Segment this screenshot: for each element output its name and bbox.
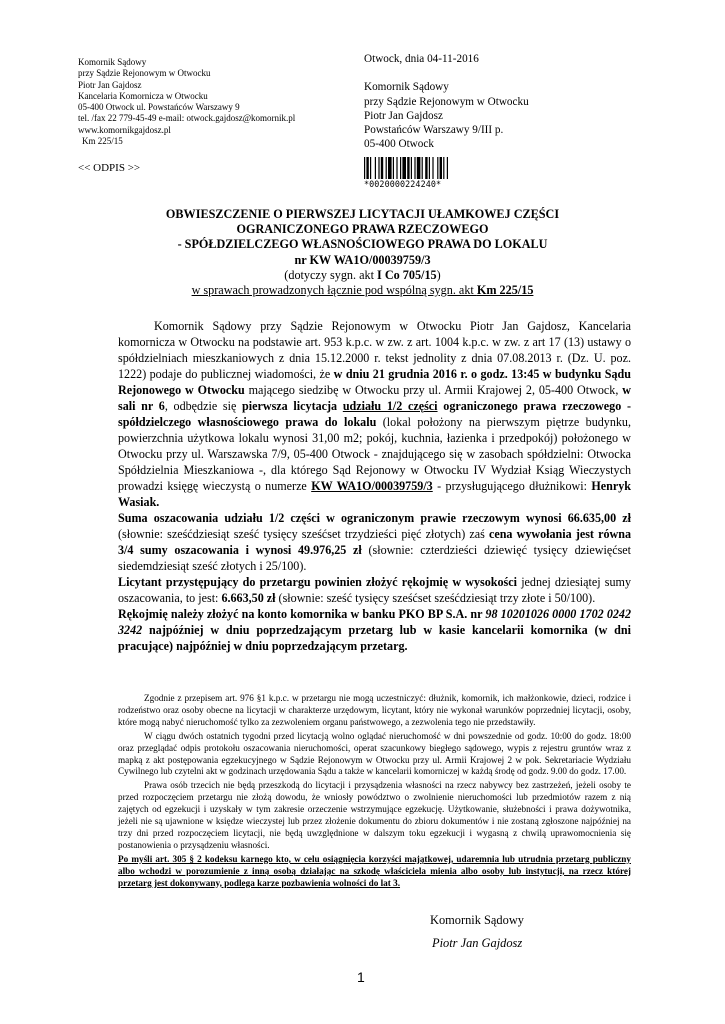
text: , odbędzie się bbox=[164, 399, 243, 413]
deposit-amount: 6.663,50 zł bbox=[221, 591, 276, 605]
sender-line: Kancelaria Komornicza w Otwocku bbox=[78, 90, 208, 101]
share-part: udziału 1/2 części bbox=[342, 399, 438, 413]
text: (słownie: czterdzieści dziewięć tysięcy dziewięćset siedemdziesiąt sześć złotych i 25/100). bbox=[118, 543, 632, 573]
sender-line: Piotr Jan Gajdosz bbox=[78, 79, 142, 90]
case-reference-prefix: (dotyczy sygn. akt bbox=[284, 267, 378, 282]
note-third-party-rights: Prawa osób trzecich nie będą przeszkodą do licytacji i przysądzenia własności na rzecz nabywcy bez zastrzeżeń, jeżeli osoby te przed rozpoczęciem przetargu nie złożą dowodu, że wniosły powództwo o zwolnienie nieruchomości lub przedmiotów razem z nią zajętych od egzekucji i uzyskały w tym zakresie orzeczenie wstrzymujące egzekucję. Użytkowanie, służebności i prawa dożywotnika, jeżeli nie są ujawnione w księdze wieczystej lub przez złożenie dokumentu do zbioru dokumentów i nie zostaną zgłoszone najpóźniej na trzy dni przed rozpoczęciem licytacji, nie będą uwzględnione w dalszym toku egzekucji i wygasną z chwilą uprawomocnienia się postanowienia o przysądzeniu własności. bbox=[118, 780, 631, 850]
joint-case-prefix: w sprawach prowadzonych łącznie pod wspólną sygn. akt bbox=[191, 283, 477, 298]
copy-label: << ODPIS >> bbox=[78, 162, 141, 174]
paragraph-valuation bbox=[118, 510, 631, 574]
room-number: w sali nr 6 bbox=[118, 383, 631, 413]
text: (słownie: sześćdziesiąt sześć tysięcy sześćset trzydzieści pięć złotych) zaś bbox=[118, 527, 489, 541]
notice-body bbox=[118, 318, 631, 654]
right-type: ograniczonego prawa rzeczowego - spółdzielczego własnościowego prawa do lokalu bbox=[118, 399, 631, 429]
case-reference-number: I Co 705/15 bbox=[377, 267, 437, 282]
signature-name: Piotr Jan Gajdosz bbox=[432, 936, 523, 950]
title-line: - SPÓŁDZIELCZEGO WŁASNOŚCIOWEGO PRAWA DO LOKALU bbox=[177, 237, 548, 252]
sender-line: 05-400 Otwock ul. Powstańców Warszawy 9 bbox=[78, 102, 240, 113]
legal-notes bbox=[118, 693, 631, 892]
page-number: 1 bbox=[357, 969, 365, 985]
title-line: nr KW WA1O/00039759/3 bbox=[294, 252, 431, 267]
text: (lokal położony na pierwszym piętrze budynku, powierzchnia użytkowa lokalu wynosi 31,00 m2; pokój, kuchnia, łazienka i przedpokój) położonego w Otwocku przy ul. Warszawska 7/9, 05-400 Otwock - znajdującego się w zasobach spółdzielni: Otwocka Spółdzielnia Mieszkaniowa -, dla którego Sąd Rejonowy w Otwocku IV Wydział Ksiąg Wieczystych prowadzi księgę wieczystą o numerze bbox=[118, 415, 631, 493]
sender-line: tel. /fax 22 779-45-49 e-mail: otwock.gajdosz@komornik.pl bbox=[78, 113, 296, 124]
case-reference-suffix: ) bbox=[436, 267, 441, 282]
barcode-text: *0020000224240* bbox=[364, 179, 442, 189]
paragraph-deposit bbox=[118, 574, 631, 606]
recipient-line: 05-400 Otwock bbox=[364, 138, 434, 151]
deposit-requirement: Licytant przystępujący do przetargu powinien złożyć rękojmię w wysokości bbox=[118, 575, 517, 589]
text: (słownie: sześć tysięcy sześćset sześćdziesiąt trzy złote i 50/100). bbox=[275, 591, 596, 605]
paragraph-auction-details bbox=[118, 318, 631, 510]
signature-block bbox=[430, 913, 524, 951]
note-inspection: W ciągu dwóch ostatnich tygodni przed licytacją wolno oglądać nieruchomość w dni powszednie od godz. 10:00 do godz. 18:00 oraz przeglądać odpis protokołu oszacowania nieruchomości, operat szacunkowy biegłego sądowego, wypis z rejestru gruntów wraz z mapką z akt postępowania egzekucyjnego w Sądzie Rejonowym w Otwocku przy ul. Armii Krajowej 2 w pok. Sekretariacie Wydziału Cywilnego lub czytelni akt w godzinach urzędowania Sądu a także w kancelarii komorniczej w każdą środę od godz. 9.00 do godz. 17.00. bbox=[118, 730, 631, 777]
payment-deadline: najpóźniej w dniu poprzedzającym przetarg lub w kasie kancelarii komornika (w dni pracujące) najpóźniej w dniu poprzedzającym przetarg. bbox=[118, 623, 631, 653]
recipient-line: Komornik Sądowy bbox=[364, 81, 449, 94]
text: Komornik Sądowy przy Sądzie Rejonowym w Otwocku Piotr Jan Gajdosz, Kancelaria komornicza w Otwocku na podstawie art. 953 k.p.c. w zw. z art. 1004 k.p.c. w zw. z art 17 (13) ustawy o spółdzielniach mieszkaniowych z dnia 15.12.2000 r. tekst jednolity z dnia 07.08.2013 r. (Dz. U. poz. 1222) podaje do publicznej wiadomości, że bbox=[118, 319, 631, 381]
valuation-sum: Suma oszacowania udziału 1/2 części w ograniczonym prawie rzeczowym wynosi 66.635,00 zł bbox=[118, 511, 631, 525]
land-register-number: KW WA1O/00039759/3 bbox=[311, 479, 433, 493]
text: mającego siedzibę w Otwocku przy ul. Armii Krajowej 2, 05-400 Otwock, bbox=[244, 383, 623, 397]
auction-date: w dniu 21 grudnia 2016 r. o godz. 13:45 w budynku Sądu Rejonowego w Otwocku bbox=[118, 367, 631, 397]
joint-case-reference bbox=[110, 283, 615, 299]
signature-role: Komornik Sądowy bbox=[430, 913, 524, 927]
sender-line: Komornik Sądowy bbox=[78, 57, 147, 67]
auction-type: pierwsza licytacja bbox=[242, 399, 338, 413]
bank-account-number: 98 10201026 0000 1702 0242 3242 bbox=[118, 607, 632, 637]
sender-line: www.komornikgajdosz.pl bbox=[78, 124, 171, 135]
case-reference bbox=[110, 268, 615, 284]
starting-price: cena wywołania jest równa 3/4 sumy oszacowania i wynosi 49.976,25 zł bbox=[118, 527, 632, 557]
note-criminal-warning: Po myśli art. 305 § 2 kodeksu karnego kto, w celu osiągnięcia korzyści majątkowej, udaremnia lub utrudnia przetarg publiczny albo wchodzi w porozumienie z inną osobą działając na szkodę właściciela mienia albo osoby lub instytucji, na rzecz której przetarg jest dokonywany, podlega karze pozbawienia wolności do lat 3. bbox=[118, 853, 631, 888]
payment-instruction: Rękojmię należy złożyć na konto komornika w banku PKO BP S.A. nr bbox=[118, 607, 486, 621]
text: - przysługującego dłużnikowi: bbox=[432, 479, 592, 493]
notice-title bbox=[110, 207, 615, 299]
document-date: Otwock, dnia 04-11-2016 bbox=[364, 53, 479, 65]
sender-block bbox=[78, 57, 348, 147]
recipient-line: przy Sądzie Rejonowym w Otwocku bbox=[364, 95, 529, 108]
title-line: OGRANICZONEGO PRAWA RZECZOWEGO bbox=[236, 222, 489, 237]
text: jednej dziesiątej sumy oszacowania, to jest: bbox=[118, 575, 631, 605]
sender-line: przy Sądzie Rejonowym w Otwocku bbox=[78, 68, 211, 79]
recipient-line: Piotr Jan Gajdosz bbox=[364, 109, 443, 122]
barcode-bars bbox=[364, 157, 478, 179]
recipient-block bbox=[364, 52, 664, 152]
recipient-line: Powstańców Warszawy 9/III p. bbox=[364, 124, 504, 137]
title-line: OBWIESZCZENIE O PIERWSZEJ LICYTACJI UŁAMKOWEJ CZĘŚCI bbox=[165, 207, 560, 221]
joint-case-number: Km 225/15 bbox=[476, 283, 534, 298]
barcode bbox=[364, 157, 478, 189]
case-number: Km 225/15 bbox=[82, 136, 123, 147]
note-exclusions: Zgodnie z przepisem art. 976 §1 k.p.c. w przetargu nie mogą uczestniczyć: dłużnik, komornik, ich małżonkowie, dzieci, rodzice i rodzeństwo oraz osoby obecne na licytacji w charakterze urzędowym, licytant, który nie wykonał warunków poprzedniej licytacji, osoby, które mogą nabyć nieruchomość tylko za zezwoleniem organu państwowego, a zezwolenia tego nie przedstawiły. bbox=[118, 693, 631, 727]
paragraph-payment bbox=[118, 606, 631, 654]
debtor-name: Henryk Wasiak. bbox=[118, 479, 631, 509]
